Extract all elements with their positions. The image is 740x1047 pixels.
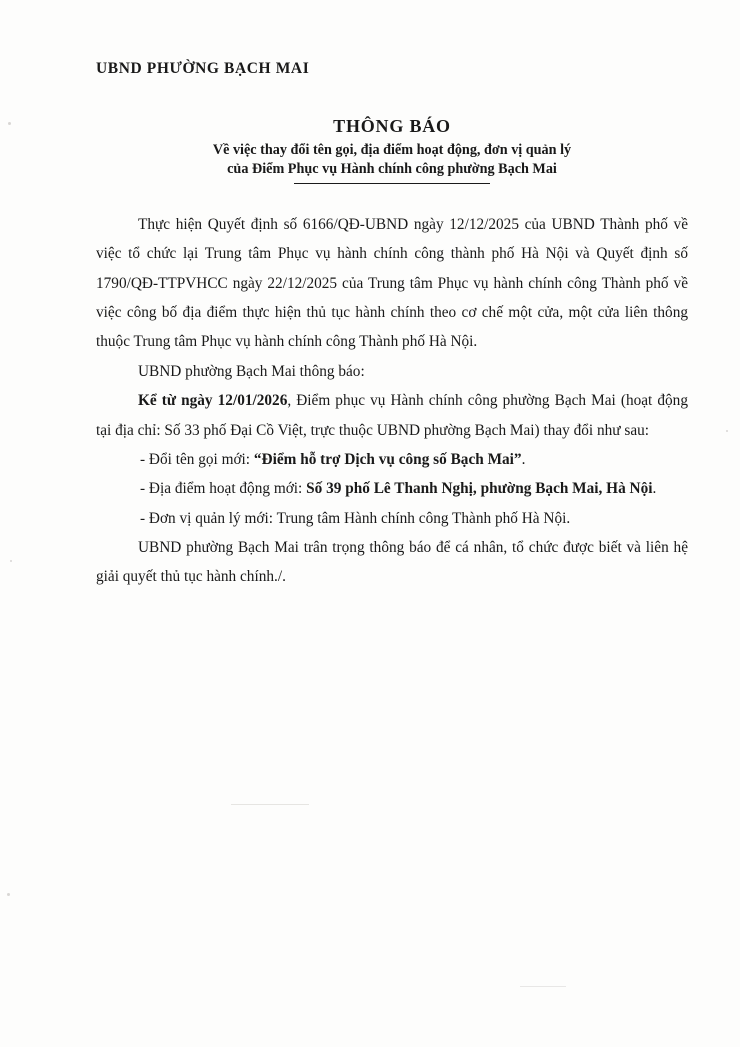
bullet-new-address-label: - Địa điểm hoạt động mới: [140,480,307,498]
bullet-new-address-value: Số 39 phố Lê Thanh Nghị, phường Bạch Mai, Hà Nội [306,480,653,498]
paragraph-announcement-lead: UBND phường Bạch Mai thông báo: [138,362,365,380]
bullet-new-管-unit [96,504,688,533]
document-body [96,210,688,592]
scan-artifact [10,560,12,562]
bullet-new-name-tail: . [521,450,526,468]
scan-artifact [520,986,566,987]
effective-date-rest: , Điểm phục vụ Hành chính công phường Bạch Mai (hoạt động tại địa chỉ: Số 33 phố Đại Cồ Việt, trực thuộc UBND phường Bạch Mai) thay đổi như sau: [96,392,688,439]
paragraph-effective-date [96,386,688,445]
paragraph-closing: UBND phường Bạch Mai trân trọng thông báo để cá nhân, tổ chức được biết và liên hệ giải quyết thủ tục hành chính./. [96,538,688,586]
title-underline-rule [294,183,490,184]
document-subtitle [96,141,688,180]
title-block [96,116,688,184]
issuing-organization: UBND PHƯỜNG BẠCH MAI [96,60,310,77]
subtitle-line-2: của Điểm Phục vụ Hành chính công phường Bạch Mai [227,161,557,178]
scan-artifact [726,430,728,432]
bullet-managing-unit-value: Trung tâm Hành chính công Thành phố Hà Nội [276,509,567,527]
scan-artifact [231,804,309,805]
document-content [96,0,688,592]
bullet-new-address [96,474,688,503]
bullet-new-address-tail: . [652,480,657,498]
bullet-new-name-label: - Đổi tên gọi mới: [140,450,254,468]
bullet-new-name [96,445,688,474]
scan-artifact [8,122,11,125]
effective-date-bold: Kể từ ngày 12/01/2026 [138,392,288,410]
bullet-managing-unit-tail: . [566,509,571,527]
subtitle-line-1: Về việc thay đổi tên gọi, địa điểm hoạt động, đơn vị quản lý [212,142,572,158]
bullet-managing-unit-label: - Đơn vị quản lý mới: [140,509,277,527]
paragraph-legal-basis: Thực hiện Quyết định số 6166/QĐ-UBND ngày 12/12/2025 của UBND Thành phố về việc tổ chức lại Trung tâm Phục vụ hành chính công thành phố Hà Nội và Quyết định số 1790/QĐ-TTPVHCC ngày 22/12/2025 của Trung tâm Phục vụ hành chính công Thành phố về việc công bố địa điểm thực hiện thủ tục hành chính theo cơ chế một cửa, một cửa liên thông thuộc Trung tâm Phục vụ hành chính công Thành phố Hà Nội. [96,216,688,351]
scan-artifact [7,893,10,896]
document-title: THÔNG BÁO [333,116,451,136]
bullet-new-name-value: “Điểm hỗ trợ Dịch vụ công số Bạch Mai” [253,450,522,468]
